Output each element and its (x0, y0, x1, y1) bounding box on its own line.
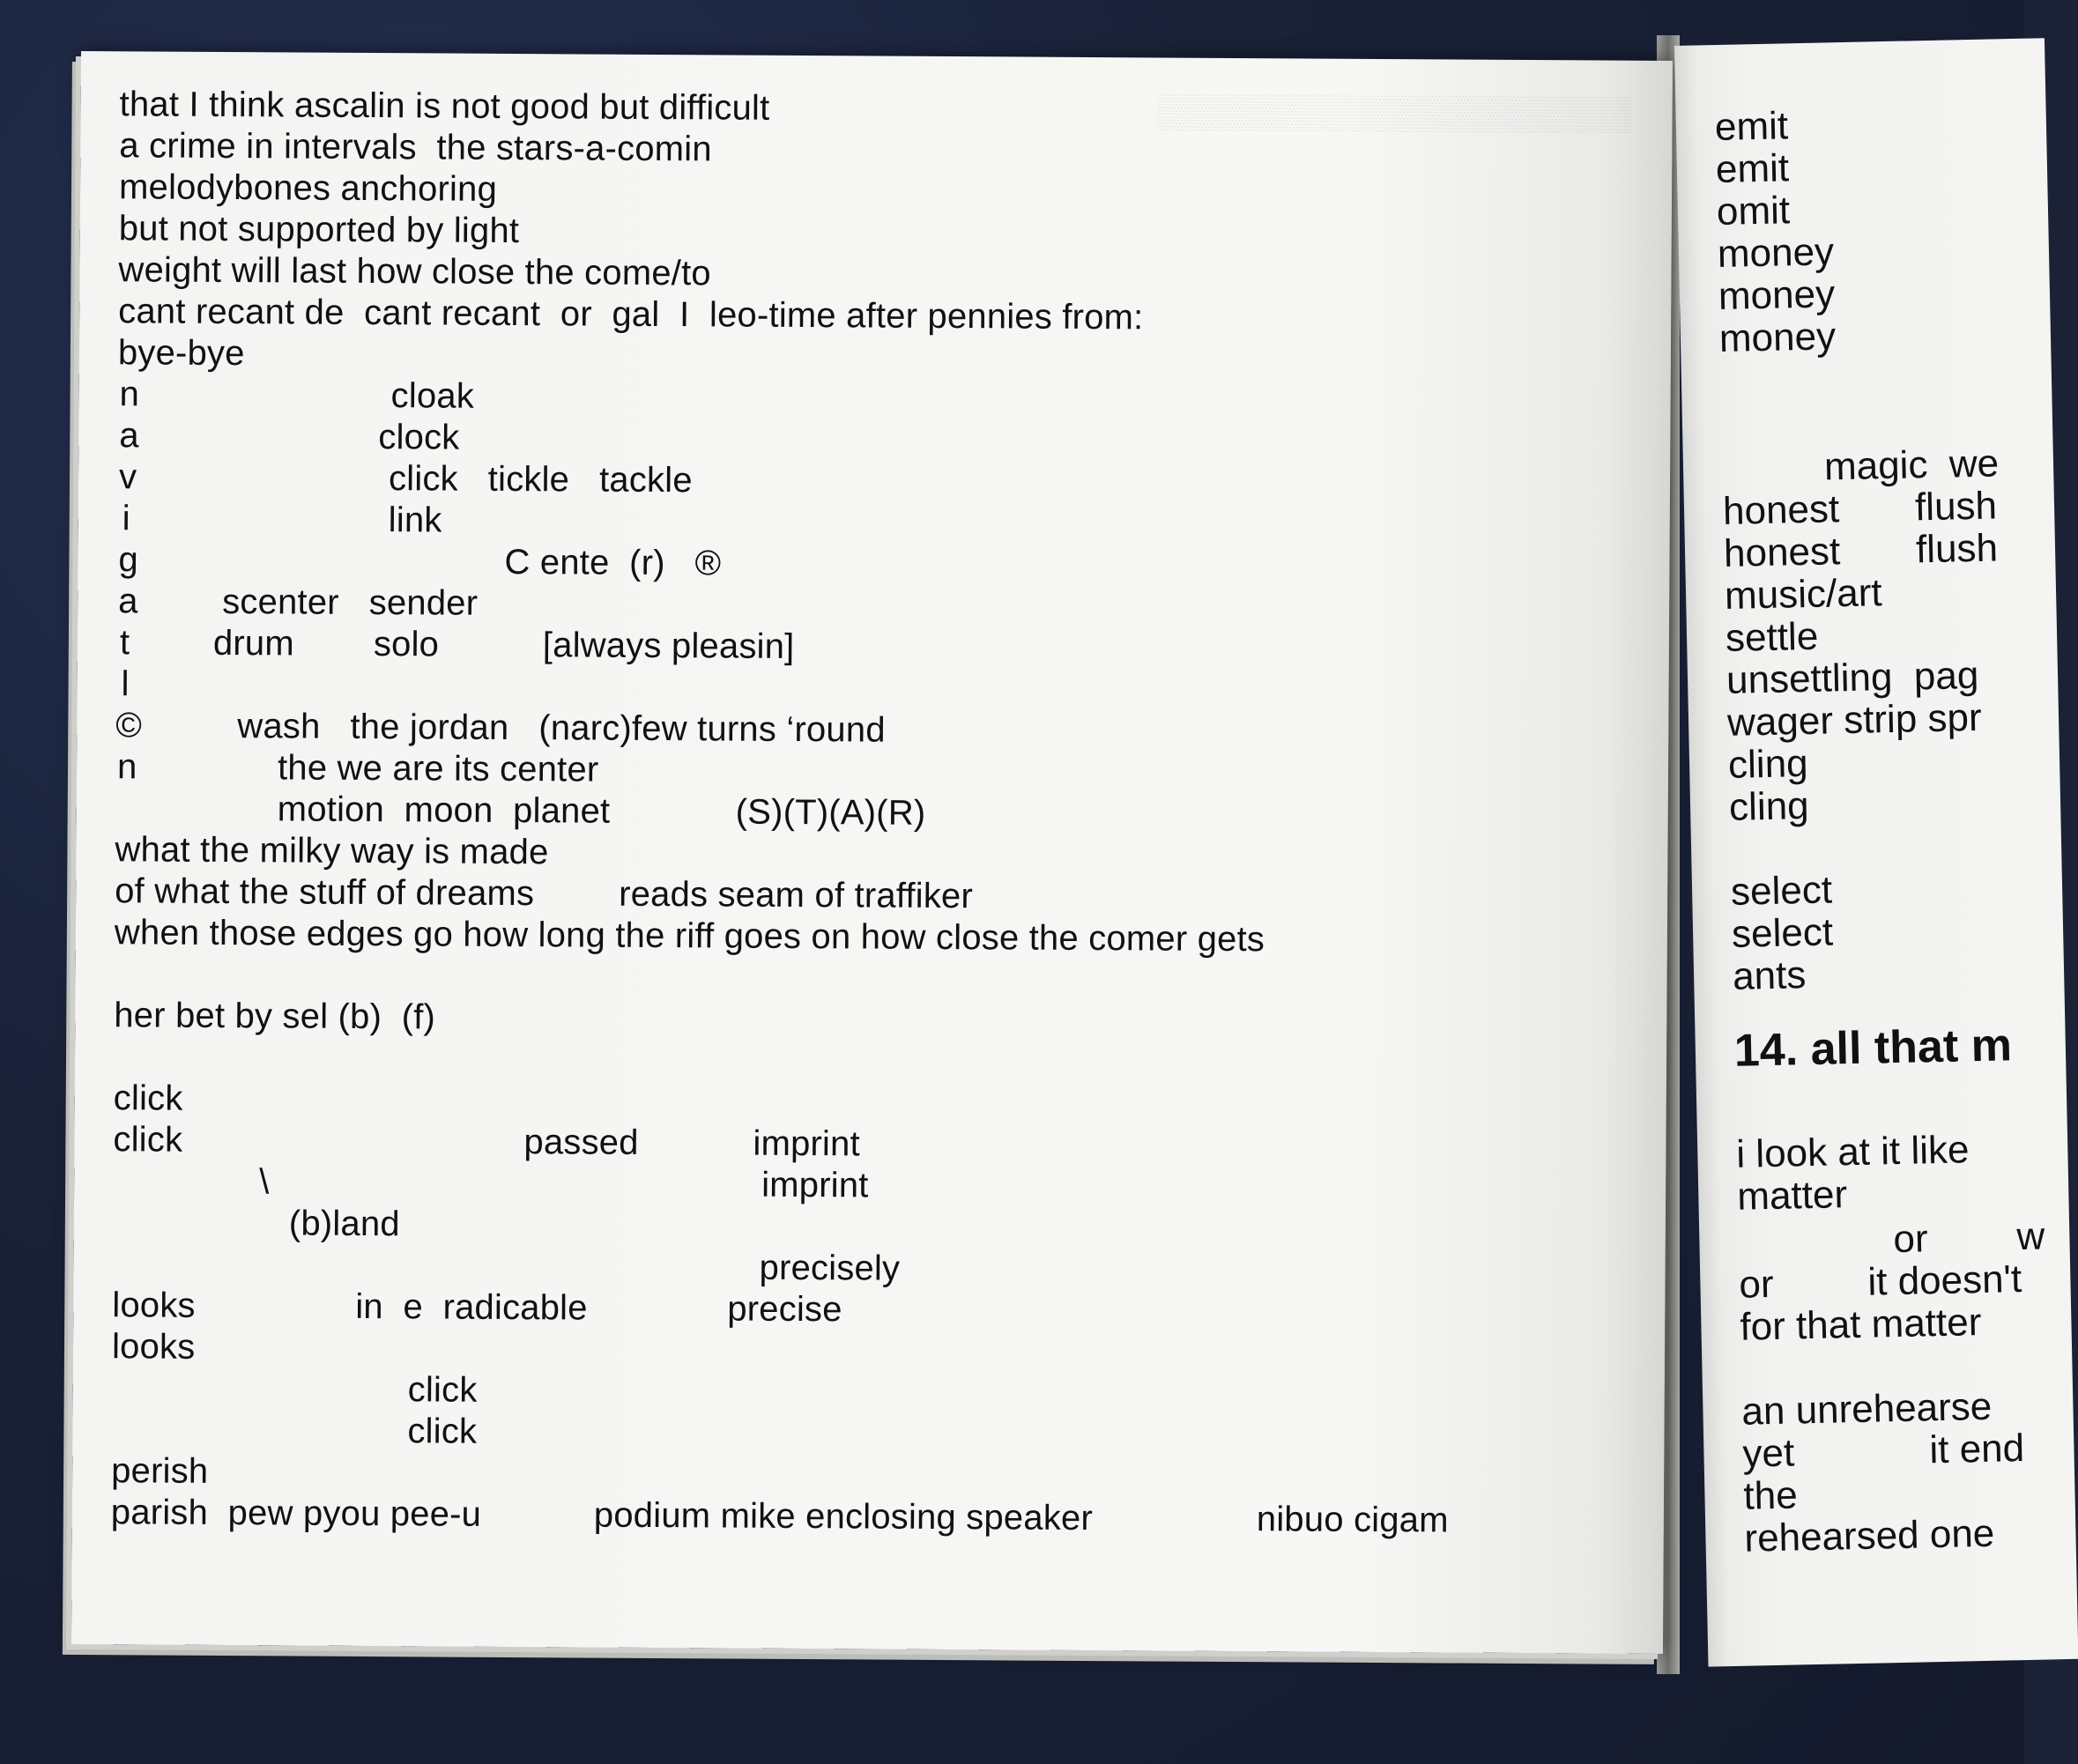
text-fragment: the we are its center (277, 748, 599, 789)
text-line: of what the stuff of dreams (115, 871, 535, 914)
text-line: an unrehearse (1740, 1384, 1993, 1434)
text-line: omit (1716, 189, 1791, 234)
vertical-letter: n (119, 374, 140, 414)
text-fragment: C ente (r) ® (504, 542, 722, 583)
text-line: ants (1732, 953, 1807, 998)
copyright-symbol: © (115, 706, 143, 745)
vertical-letter: n (116, 747, 137, 787)
text-line: weight will last how close the come/to (118, 250, 711, 293)
vertical-letter: v (118, 457, 137, 497)
text-line: honest (1723, 530, 1841, 575)
text-line: click (113, 1120, 183, 1160)
section-heading: 14. all that m (1733, 1019, 2013, 1077)
text-line: melodybones anchoring (118, 167, 498, 209)
text-fragment: motion moon planet (277, 789, 611, 831)
text-line: click (113, 1078, 183, 1118)
text-fragment: (S)(T)(A)(R) (735, 792, 926, 833)
text-fragment: it end (1928, 1427, 2025, 1472)
text-fragment: w (2015, 1214, 2045, 1259)
text-fragment: imprint (753, 1123, 860, 1164)
text-line: looks (111, 1327, 196, 1367)
text-line: wager strip spr (1726, 695, 1983, 745)
text-fragment: drum (212, 623, 294, 663)
text-line: a crime in intervals the stars-a-comin (119, 126, 712, 169)
text-line: emit (1714, 104, 1789, 150)
text-line: yet (1741, 1431, 1795, 1476)
text-line: select (1730, 868, 1833, 914)
text-line: settle (1725, 614, 1819, 660)
text-line: what the milky way is made (115, 830, 549, 872)
text-line: rehearsed one (1743, 1511, 1995, 1560)
text-fragment: click (407, 1412, 478, 1451)
text-line: unsettling pag (1725, 653, 1979, 702)
text-line: her bet by sel (b) (f) (114, 996, 436, 1037)
text-fragment: cloak (390, 376, 475, 416)
text-fragment: wash the jordan (narc)few turns ‘round (237, 707, 886, 750)
show-through-text: ▒▒▒▒▒▒▒▒▒▒▒▒▒▒▒▒▒▒▒▒ (1157, 93, 1632, 133)
text-fragment: podium mike enclosing speaker (593, 1495, 1094, 1538)
text-line: the (1742, 1473, 1799, 1518)
text-line: money (1718, 272, 1836, 319)
text-line: looks (112, 1286, 196, 1325)
text-line: cling (1727, 742, 1809, 787)
text-fragment: solo (373, 625, 440, 664)
text-line: cant recant de cant recant or gal I leo-time after pennies from: (118, 292, 1144, 337)
text-line: music/art (1724, 571, 1883, 618)
text-fragment: it doesn't (1866, 1257, 2022, 1304)
text-fragment: [always pleasin] (542, 626, 795, 666)
text-fragment: precisely (759, 1248, 901, 1288)
vertical-letter: a (119, 416, 139, 456)
vertical-letter: g (118, 540, 139, 580)
right-page (1674, 38, 2078, 1666)
text-line: bye-bye (117, 333, 245, 374)
text-fragment: (b)land (288, 1204, 400, 1244)
backslash-mark: \ (259, 1162, 270, 1202)
text-line: matter (1736, 1173, 1848, 1219)
text-line: that I think ascalin is not good but difficult (119, 85, 770, 128)
text-line: but not supported by light (118, 209, 520, 251)
vertical-letter: i (122, 499, 130, 538)
text-fragment: clock (378, 418, 460, 457)
text-fragment: link (388, 500, 442, 540)
text-line: perish (111, 1451, 209, 1491)
text-fragment: imprint (761, 1165, 869, 1205)
text-line: or (1738, 1262, 1775, 1307)
text-fragment: flush (1914, 484, 1998, 530)
text-line: emit (1715, 146, 1790, 192)
text-fragment: passed (523, 1123, 639, 1162)
text-fragment: nibuo cigam (1256, 1500, 1449, 1540)
text-line: honest (1722, 487, 1840, 533)
text-fragment: flush (1915, 526, 1999, 572)
text-fragment: or (1892, 1217, 1929, 1262)
text-fragment: click (407, 1370, 478, 1410)
text-fragment: reads seam of traffiker (619, 874, 974, 916)
text-line: for that matter (1739, 1301, 1982, 1349)
vertical-letter: a (118, 582, 138, 621)
text-fragment: scenter sender (222, 582, 479, 623)
text-line: parish pew pyou pee-u (110, 1493, 482, 1534)
vertical-letter: l (121, 664, 130, 704)
left-page (71, 51, 1673, 1654)
text-fragment: click tickle tackle (388, 459, 693, 500)
text-line: i look at it like (1735, 1128, 1970, 1176)
vertical-letter: t (119, 623, 130, 663)
text-line: magic we (1823, 441, 2000, 489)
text-line: cling (1728, 783, 1810, 829)
text-line: when those edges go how long the riff goes on how close the comer gets (114, 913, 1265, 960)
text-line: money (1718, 315, 1837, 361)
text-fragment: precise (727, 1289, 842, 1330)
text-line: select (1731, 910, 1834, 956)
text-line: money (1717, 230, 1835, 277)
text-fragment: in e radicable (355, 1286, 588, 1328)
